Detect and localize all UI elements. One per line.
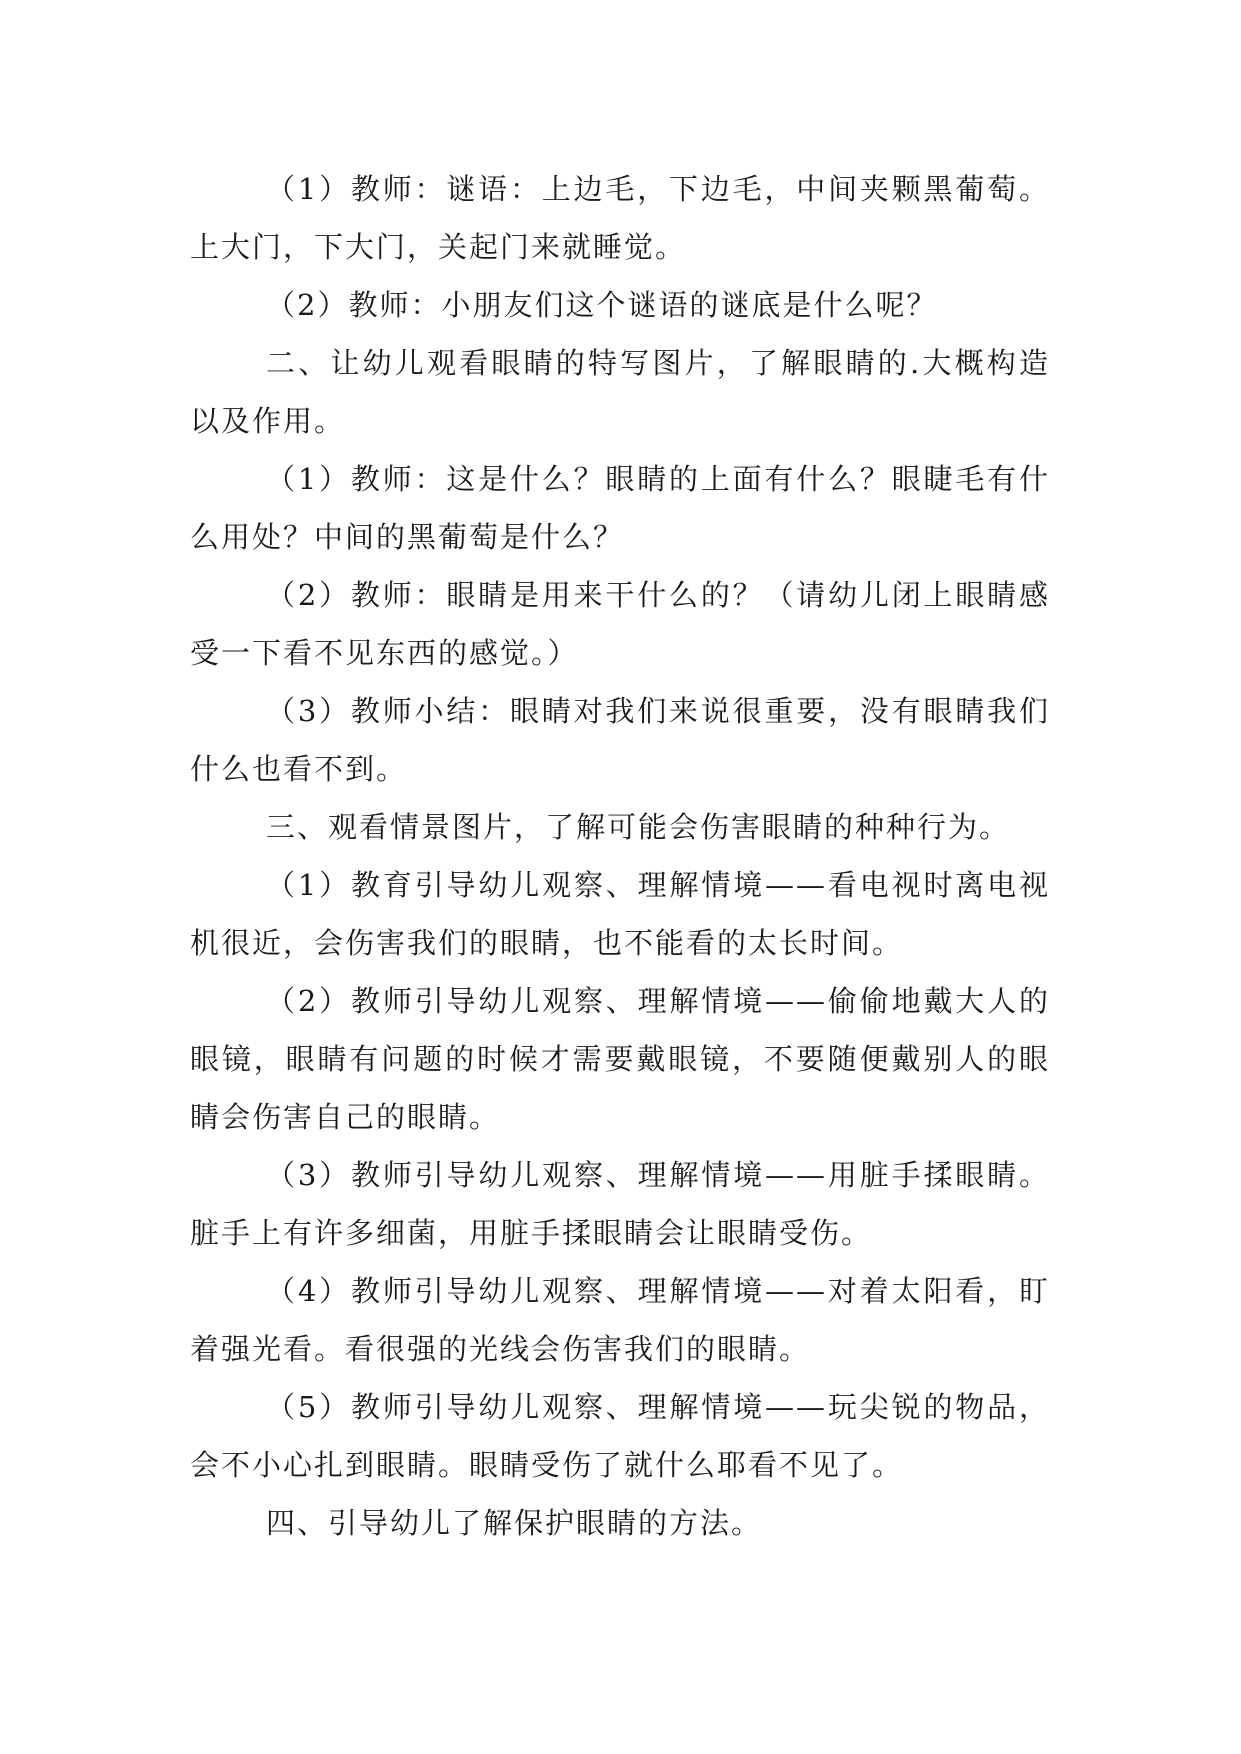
paragraph-sunlight: （4）教师引导幼儿观察、理解情境——对着太阳看，盯着强光看。看很强的光线会伤害我们的眼睛。 — [190, 1274, 1050, 1366]
document-body — [190, 160, 1050, 1552]
paragraph-eye-use: （2）教师：眼睛是用来干什么的？（请幼儿闭上眼睛感受一下看不见东西的感觉。） — [190, 578, 1050, 670]
section-heading-3: 三、观看情景图片，了解可能会伤害眼睛的种种行为。 — [266, 810, 1011, 844]
paragraph-glasses: （2）教师引导幼儿观察、理解情境——偷偷地戴大人的眼镜，眼睛有问题的时候才需要戴眼镜，不要随便戴别人的眼睛会伤害自己的眼睛。 — [190, 984, 1050, 1134]
paragraph-dirty-hands: （3）教师引导幼儿观察、理解情境——用脏手揉眼睛。脏手上有许多细菌，用脏手揉眼睛会让眼睛受伤。 — [190, 1158, 1050, 1250]
paragraph-summary: （3）教师小结：眼睛对我们来说很重要，没有眼睛我们什么也看不到。 — [190, 694, 1050, 786]
paragraph-eye-parts: （1）教师：这是什么？眼睛的上面有什么？眼睫毛有什么用处？中间的黑葡萄是什么？ — [190, 462, 1050, 554]
paragraph-riddle: （1）教师：谜语：上边毛，下边毛，中间夹颗黑葡萄。上大门，下大门，关起门来就睡觉。 — [190, 172, 1050, 264]
paragraph-tv: （1）教育引导幼儿观察、理解情境——看电视时离电视机很近，会伤害我们的眼睛，也不能看的太长时间。 — [190, 868, 1050, 960]
paragraph-riddle-question: （2）教师：小朋友们这个谜语的谜底是什么呢？ — [266, 288, 938, 322]
paragraph-sharp-objects: （5）教师引导幼儿观察、理解情境——玩尖锐的物品，会不小心扎到眼睛。眼睛受伤了就什么耶看不见了。 — [190, 1390, 1050, 1482]
section-heading-4: 四、引导幼儿了解保护眼睛的方法。 — [266, 1506, 763, 1540]
section-heading-2: 二、让幼儿观看眼睛的特写图片，了解眼睛的.大概构造以及作用。 — [190, 346, 1050, 438]
